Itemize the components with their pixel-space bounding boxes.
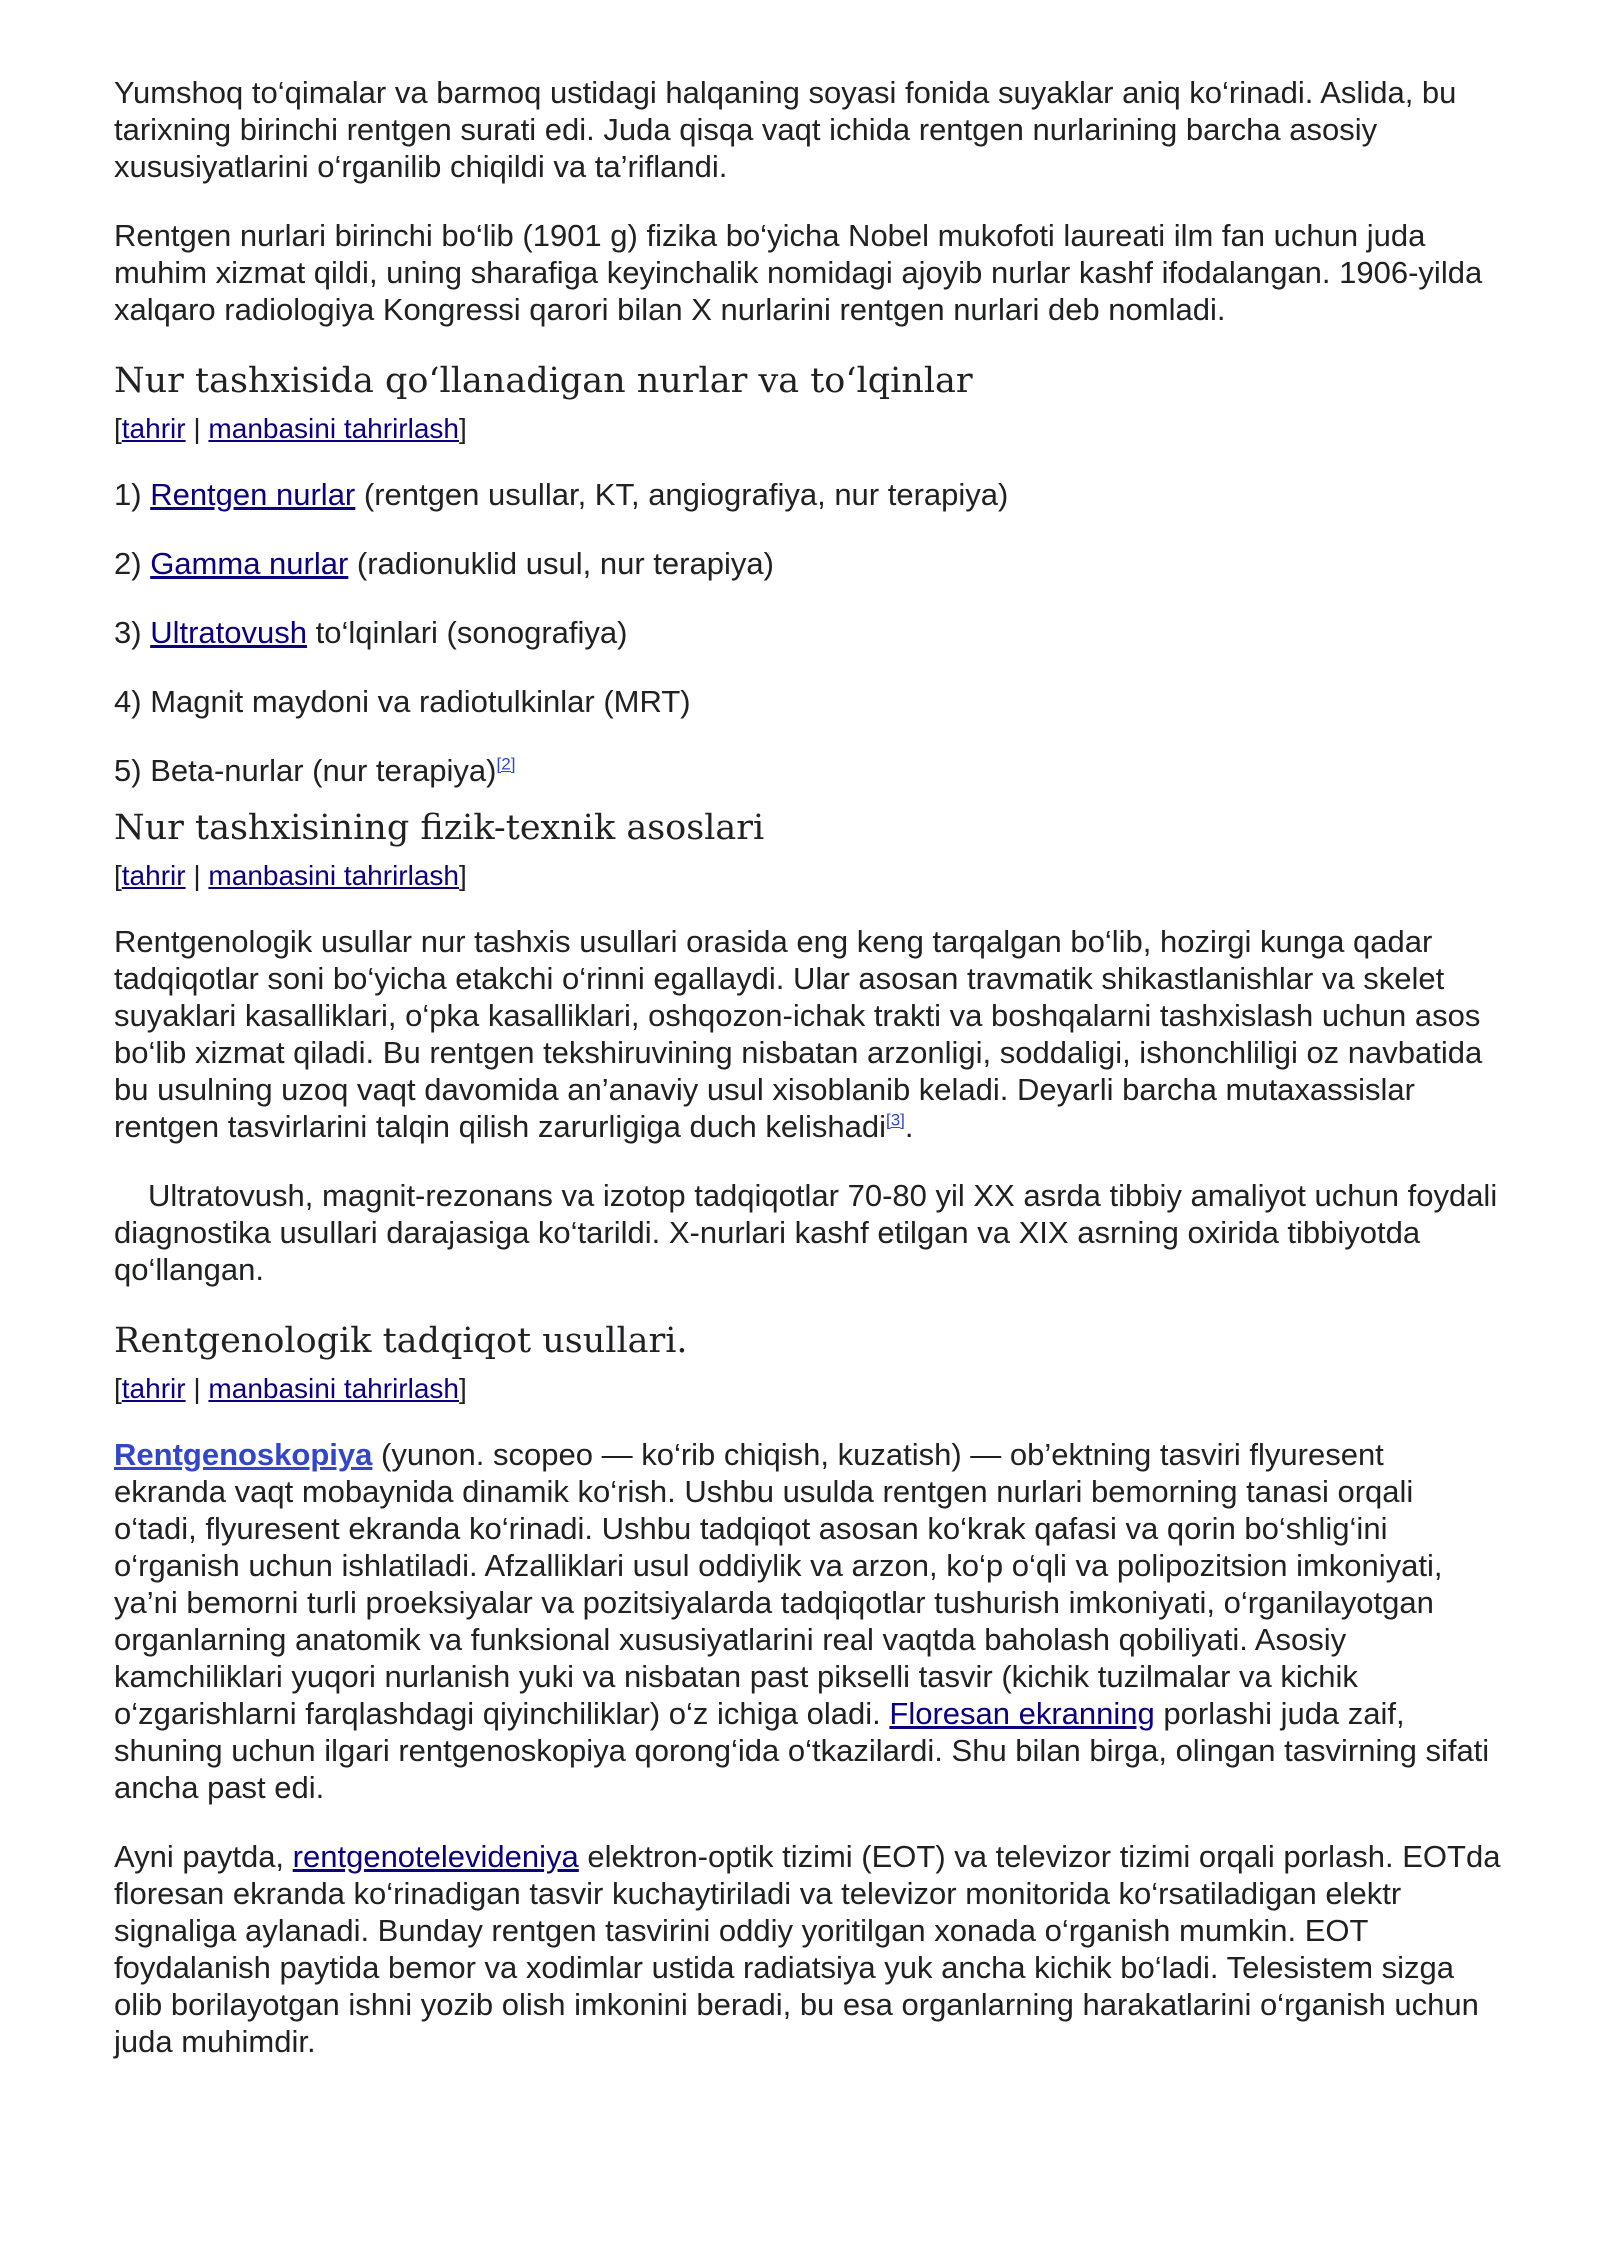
rentgen-nurlar-link[interactable]: Rentgen nurlar <box>150 477 356 512</box>
edit-section-links: [tahrir | manbasini tahrirlash] <box>114 413 467 444</box>
edit-link[interactable]: tahrir <box>121 413 186 444</box>
section-heading-rays-waves: Nur tashxisida qo‘llanadigan nurlar va to‘lqinlar <box>114 361 973 401</box>
article-page <box>114 74 1504 2092</box>
section3-paragraph-2: Ayni paytda, rentgenotelevideniya elektron-optik tizimi (EOT) va televizor tizimi orqali porlash. EOTda floresan ekranda ko‘rinadigan tasvir kuchaytiriladi va televizor monitorida ko‘rsatiladigan elektr signaliga aylanadi. Bunday rentgen tasvirini oddiy yoritilgan xonada o‘rganish mumkin. EOT foydalanish paytida bemor va xodimlar ustida radiatsiya yuk ancha kichik bo‘ladi. Telesistem sizga olib borilayotgan ishni yozib olish imkonini beradi, bu esa organlarning harakatlarini o‘rganish uchun juda muhimdir. <box>114 1839 1501 2059</box>
section2-paragraph-1: Rentgenologik usullar nur tashxis usullari orasida eng keng tarqalgan bo‘lib, hozirgi kunga qadar tadqiqotlar soni bo‘yicha etakchi o‘rinni egallaydi. Ular asosan travmatik shikastlanishlar va skelet suyaklari kasalliklari, o‘pka kasalliklari, oshqozon-ichak trakti va boshqalarni tashxislash uchun asos bo‘lib xizmat qiladi. Bu rentgen tekshiruvining nisbatan arzonligi, soddaligi, ishonchliligi oz navbatida bu usulning uzoq vaqt davomida an’anaviy usul xisoblanib keladi. Deyarli barcha mutaxassislar rentgen tasvirlarini talqin qilish zarurligiga duch kelishadi[3]. <box>114 924 1483 1144</box>
reference-sup <box>497 755 516 774</box>
ultratovush-link[interactable]: Ultratovush <box>150 615 307 650</box>
edit-source-link[interactable]: manbasini tahrirlash <box>208 860 459 891</box>
intro-paragraph-2: Rentgen nurlari birinchi bo‘lib (1901 g) fizika bo‘yicha Nobel mukofoti laureati ilm fan uchun juda muhim xizmat qildi, uning sharafiga keyinchalik nomidagi ajoyib nurlar kashf ifodalangan. 1906-yilda xalqaro radiologiya Kongressi qarori bilan X nurlarini rentgen nurlari deb nomladi. <box>114 218 1483 327</box>
edit-link[interactable]: tahrir <box>121 1373 186 1404</box>
floresan-ekranning-link[interactable]: Floresan ekranning <box>889 1696 1155 1731</box>
rentgenoskopiya-link[interactable]: Rentgenoskopiya <box>114 1437 373 1472</box>
edit-link[interactable]: tahrir <box>121 860 186 891</box>
edit-section-links: [tahrir | manbasini tahrirlash] <box>114 860 467 891</box>
section2-paragraph-2: Ultratovush, magnit-rezonans va izotop tadqiqotlar 70-80 yil XX asrda tibbiy amaliyot uchun foydali diagnostika usullari darajasiga ko‘tarildi. X-nurlari kashf etilgan va XIX asrning oxirida tibbiyotda qo‘llangan. <box>114 1178 1498 1287</box>
gamma-nurlar-link[interactable]: Gamma nurlar <box>150 546 349 581</box>
list-item: 4) Magnit maydoni va radiotulkinlar (MRT) <box>114 684 691 719</box>
intro-paragraph-1: Yumshoq to‘qimalar va barmoq ustidagi halqaning soyasi fonida suyaklar aniq ko‘rinadi. Aslida, bu tarixning birinchi rentgen surati edi. Juda qisqa vaqt ichida rentgen nurlarining barcha asosiy xususiyatlarini o‘rganilib chiqildi va ta’riflandi. <box>114 75 1457 184</box>
section-heading-physical-technical: Nur tashxisining fizik-texnik asoslari <box>114 808 765 848</box>
section3-paragraph-1: Rentgenoskopiya (yunon. scopeo — ko‘rib chiqish, kuzatish) — ob’ektning tasviri flyuresent ekranda vaqt mobaynida dinamik ko‘rish. Ushbu usulda rentgen nurlari bemorning tanasi orqali o‘tadi, flyuresent ekranda ko‘rinadi. Ushbu tadqiqot asosan ko‘krak qafasi va qorin bo‘shlig‘ini o‘rganish uchun ishlatiladi. Afzalliklari usul oddiylik va arzon, ko‘p o‘qli va polipozitsion imkoniyati, ya’ni bemorni turli proeksiyalar va pozitsiyalarda tadqiqotlar tushurish imkoniyati, o‘rganilayotgan organlarning anatomik va funksional xususiyatlarini real vaqtda baholash qobiliyati. Asosiy kamchiliklari yuqori nurlanish yuki va nisbatan past pikselli tasvir (kichik tuzilmalar va kichik o‘zgarishlarni farqlashdagi qiyinchiliklar) o‘z ichiga oladi. Floresan ekranning porlashi juda zaif, shuning uchun ilgari rentgenoskopiya qorong‘ida o‘tkazilardi. Shu bilan birga, olingan tasvirning sifati ancha past edi. <box>114 1437 1490 1805</box>
edit-section-links: [tahrir | manbasini tahrirlash] <box>114 1373 467 1404</box>
rentgenotelevideniya-link[interactable]: rentgenotelevideniya <box>292 1839 579 1874</box>
reference-link-2[interactable]: [2] <box>496 754 516 774</box>
reference-link-3[interactable]: [3] <box>885 1110 905 1130</box>
list-item: 5) Beta-nurlar (nur terapiya)[2] <box>114 753 516 788</box>
edit-source-link[interactable]: manbasini tahrirlash <box>208 413 459 444</box>
reference-sup <box>886 1111 905 1130</box>
list-item: 2) Gamma nurlar (radionuklid usul, nur terapiya) <box>114 546 774 581</box>
section-heading-methods: Rentgenologik tadqiqot usullari. <box>114 1321 688 1361</box>
list-item: 1) Rentgen nurlar (rentgen usullar, KT, angiografiya, nur terapiya) <box>114 477 1009 512</box>
list-item: 3) Ultratovush to‘lqinlari (sonografiya) <box>114 615 628 650</box>
edit-source-link[interactable]: manbasini tahrirlash <box>208 1373 459 1404</box>
